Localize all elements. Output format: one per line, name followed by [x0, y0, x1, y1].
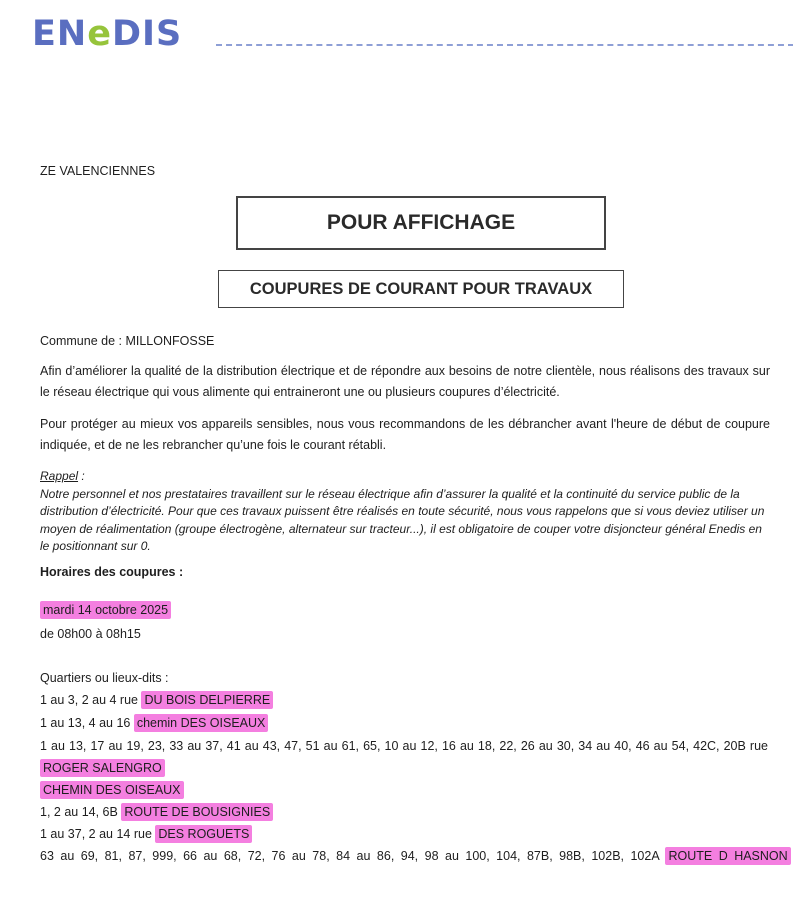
location-line — [40, 824, 252, 844]
location-numbers: 1 au 3, 2 au 4 rue — [40, 693, 142, 707]
location-street: chemin DES OISEAUX — [134, 714, 269, 732]
location-street: ROUTE DE BOUSIGNIES — [121, 803, 273, 821]
logo-part-dis: DIS — [111, 14, 183, 54]
page-title: POUR AFFICHAGE — [236, 196, 606, 250]
location-street: DES ROGUETS — [155, 825, 252, 843]
zone-label: ZE VALENCIENNES — [40, 164, 156, 178]
location-line — [40, 780, 184, 800]
advice-paragraph: Pour protéger au mieux vos appareils sensibles, nous vous recommandons de les débrancher avant l'heure de début de coupure indiquée, et de ne les rebrancher qu’une fois le courant rétabli. — [40, 417, 770, 452]
location-street: CHEMIN DES OISEAUX — [40, 781, 184, 799]
location-numbers: 1, 2 au 14, 6B — [40, 805, 122, 819]
rappel-text: Notre personnel et nos prestataires travaillent sur le réseau électrique afin d’assurer la qualité et la continuité du service public de la distribution d’électricité. Pour que ces travaux puissent être réalisés en toute sécurité, nous vous rappelons que si vous deviez utiliser un moyen de réalimentation (groupe électrogène, alternateur sur tracteur...), il est obligatoire de couper votre disjoncteur général Enedis en le positionnant sur 0. — [40, 486, 765, 553]
schedule-date — [40, 600, 171, 620]
location-numbers: 1 au 37, 2 au 14 rue — [40, 827, 156, 841]
location-numbers: 1 au 13, 17 au 19, 23, 33 au 37, 41 au 43, 47, 51 au 61, 65, 10 au 12, 16 au 18, 22, 26 au 30, 34 au 40, 46 au 54, 42C, 20B rue — [40, 739, 768, 753]
commune-line: Commune de : MILLONFOSSE — [40, 334, 215, 348]
logo-wordmark — [32, 14, 182, 54]
page-subtitle: COUPURES DE COURANT POUR TRAVAUX — [218, 270, 624, 308]
locations-heading: Quartiers ou lieux-dits : — [40, 671, 169, 685]
location-line — [40, 846, 791, 866]
location-street: ROUTE D HASNON — [665, 847, 790, 865]
schedule-heading: Horaires des coupures : — [40, 565, 184, 579]
header-divider — [216, 44, 793, 46]
location-line — [40, 713, 268, 733]
intro-paragraph: Afin d’améliorer la qualité de la distribution électrique et de répondre aux besoins de notre clientèle, nous réalisons des travaux sur le réseau électrique qui vous alimente qui entraineront une ou plusieurs coupures d’électricité. — [40, 364, 770, 399]
logo-part-en: EN — [32, 14, 88, 54]
rappel-label: Rappel — [40, 469, 79, 483]
location-line — [40, 690, 273, 710]
location-line — [40, 736, 768, 756]
location-numbers: 1 au 13, 4 au 16 — [40, 716, 134, 730]
location-street: DU BOIS DELPIERRE — [141, 691, 273, 709]
location-street: ROGER SALENGRO — [40, 759, 165, 777]
rappel-colon: : — [78, 469, 85, 483]
schedule-time: de 08h00 à 08h15 — [40, 627, 141, 641]
location-line — [40, 758, 165, 778]
logo-part-e: e — [87, 14, 112, 54]
enedis-logo — [32, 14, 208, 54]
rappel-block — [40, 468, 770, 556]
location-line — [40, 802, 273, 822]
location-numbers: 63 au 69, 81, 87, 999, 66 au 68, 72, 76 au 78, 84 au 86, 94, 98 au 100, 104, 87B, 98B, 102B, 102A — [40, 849, 666, 863]
schedule-date-highlight: mardi 14 octobre 2025 — [40, 601, 171, 619]
